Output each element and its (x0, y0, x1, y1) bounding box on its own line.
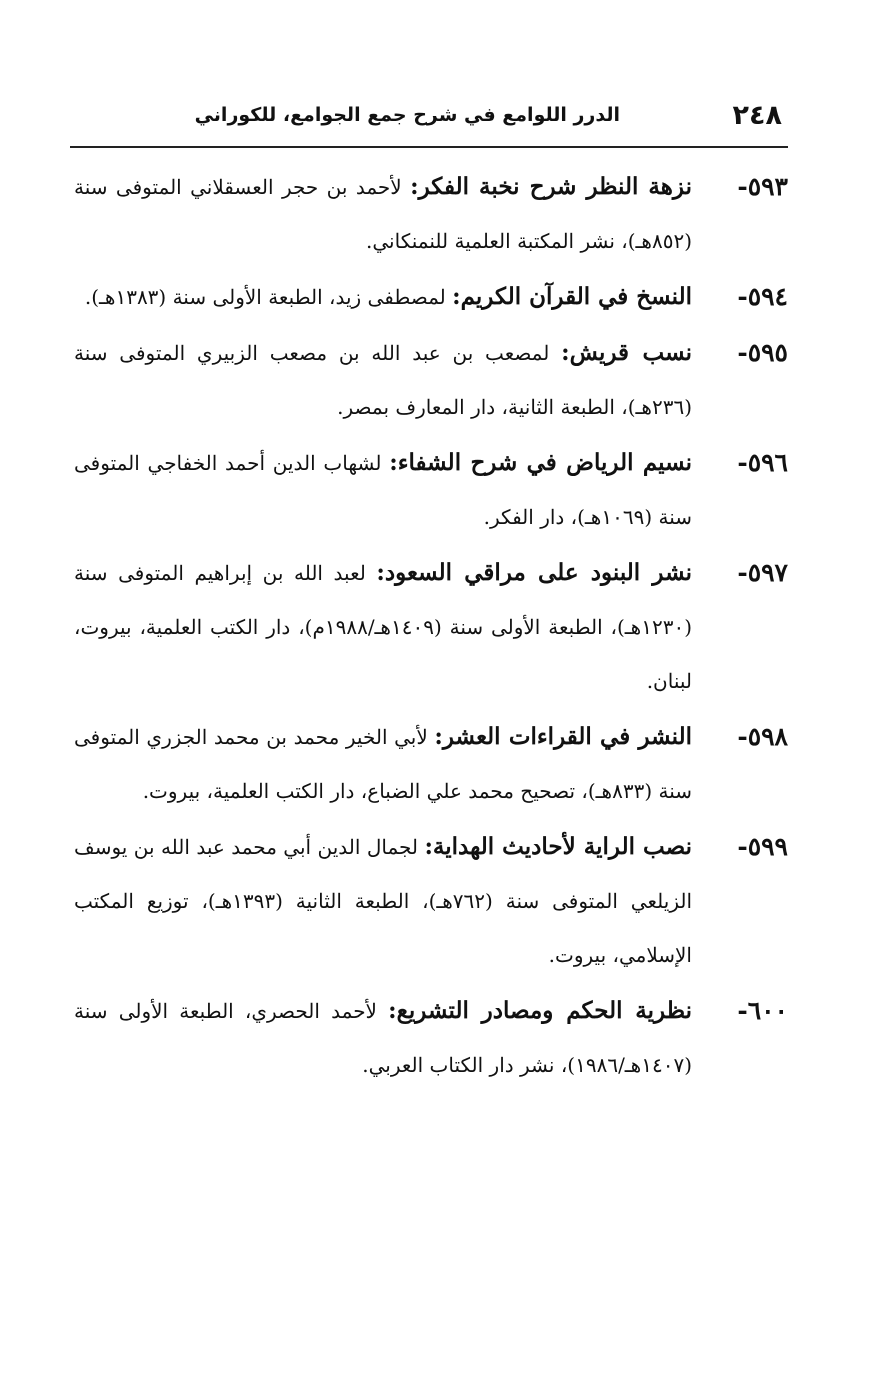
bibliography-list (74, 160, 788, 1094)
entry-text: لجمال الدين أبي محمد عبد الله بن يوسف الزيلعي المتوفى سنة (٧٦٢هـ)، الطبعة الثانية (١٣٩٣هـ)، توزيع المكتب الإسلامي، بيروت. (74, 835, 692, 967)
entry-body (74, 546, 692, 708)
entry-body (74, 160, 692, 268)
entry-title: نشر البنود على مراقي السعود: (376, 559, 693, 586)
entry-body (74, 984, 692, 1092)
entry-body (74, 270, 692, 324)
bibliography-entry (74, 160, 788, 268)
entry-body (74, 820, 692, 982)
bibliography-entry (74, 820, 788, 982)
page-header (70, 96, 790, 140)
running-title: الدرر اللوامع في شرح جمع الجوامع، للكوراني (194, 104, 620, 126)
entry-number: ٥٩٩- (737, 832, 788, 861)
header-rule (70, 146, 788, 148)
entry-title: نسب قريش: (561, 339, 692, 366)
entry-text: لأحمد بن حجر العسقلاني المتوفى سنة (٨٥٢هـ)، نشر المكتبة العلمية للنمنكاني. (74, 175, 692, 253)
entry-title: نزهة النظر شرح نخبة الفكر: (410, 173, 692, 200)
entry-title: نظرية الحكم ومصادر التشريع: (388, 997, 692, 1024)
entry-title: النسخ في القرآن الكريم: (452, 283, 692, 310)
entry-number: ٥٩٧- (737, 558, 788, 587)
entry-number: ٥٩٨- (737, 722, 788, 751)
entry-body (74, 436, 692, 544)
entry-body (74, 326, 692, 434)
entry-text: لمصعب بن عبد الله بن مصعب الزبيري المتوفى سنة (٢٣٦هـ)، الطبعة الثانية، دار المعارف بمصر. (74, 341, 692, 419)
bibliography-entry (74, 546, 788, 708)
entry-title: نسيم الرياض في شرح الشفاء: (389, 449, 693, 476)
entry-body (74, 710, 692, 818)
bibliography-entry (74, 270, 788, 324)
entry-text: لأحمد الحصري، الطبعة الأولى سنة (١٤٠٧هـ/١٩٨٦)، نشر دار الكتاب العربي. (74, 999, 692, 1077)
page-number: ٢٤٨ (732, 100, 782, 131)
entry-number: ٥٩٤- (737, 282, 788, 311)
entry-number: ٥٩٦- (737, 448, 788, 477)
entry-number: ٦٠٠- (737, 996, 788, 1025)
bibliography-entry (74, 984, 788, 1092)
entry-number: ٥٩٣- (737, 172, 788, 201)
entry-text: لعبد الله بن إبراهيم المتوفى سنة (١٢٣٠هـ)، الطبعة الأولى سنة (١٤٠٩هـ/١٩٨٨م)، دار الكتب العلمية، بيروت، لبنان. (74, 561, 692, 693)
entry-text: لأبي الخير محمد بن محمد الجزري المتوفى سنة (٨٣٣هـ)، تصحيح محمد علي الضباع، دار الكتب العلمية، بيروت. (74, 725, 692, 803)
entry-text: لشهاب الدين أحمد الخفاجي المتوفى سنة (١٠٦٩هـ)، دار الفكر. (74, 451, 692, 529)
entry-text: لمصطفى زيد، الطبعة الأولى سنة (١٣٨٣هـ). (84, 285, 446, 309)
entry-number: ٥٩٥- (737, 338, 788, 367)
entry-title: نصب الراية لأحاديث الهداية: (424, 833, 692, 860)
entry-title: النشر في القراءات العشر: (434, 723, 693, 750)
bibliography-entry (74, 710, 788, 818)
bibliography-entry (74, 326, 788, 434)
bibliography-entry (74, 436, 788, 544)
